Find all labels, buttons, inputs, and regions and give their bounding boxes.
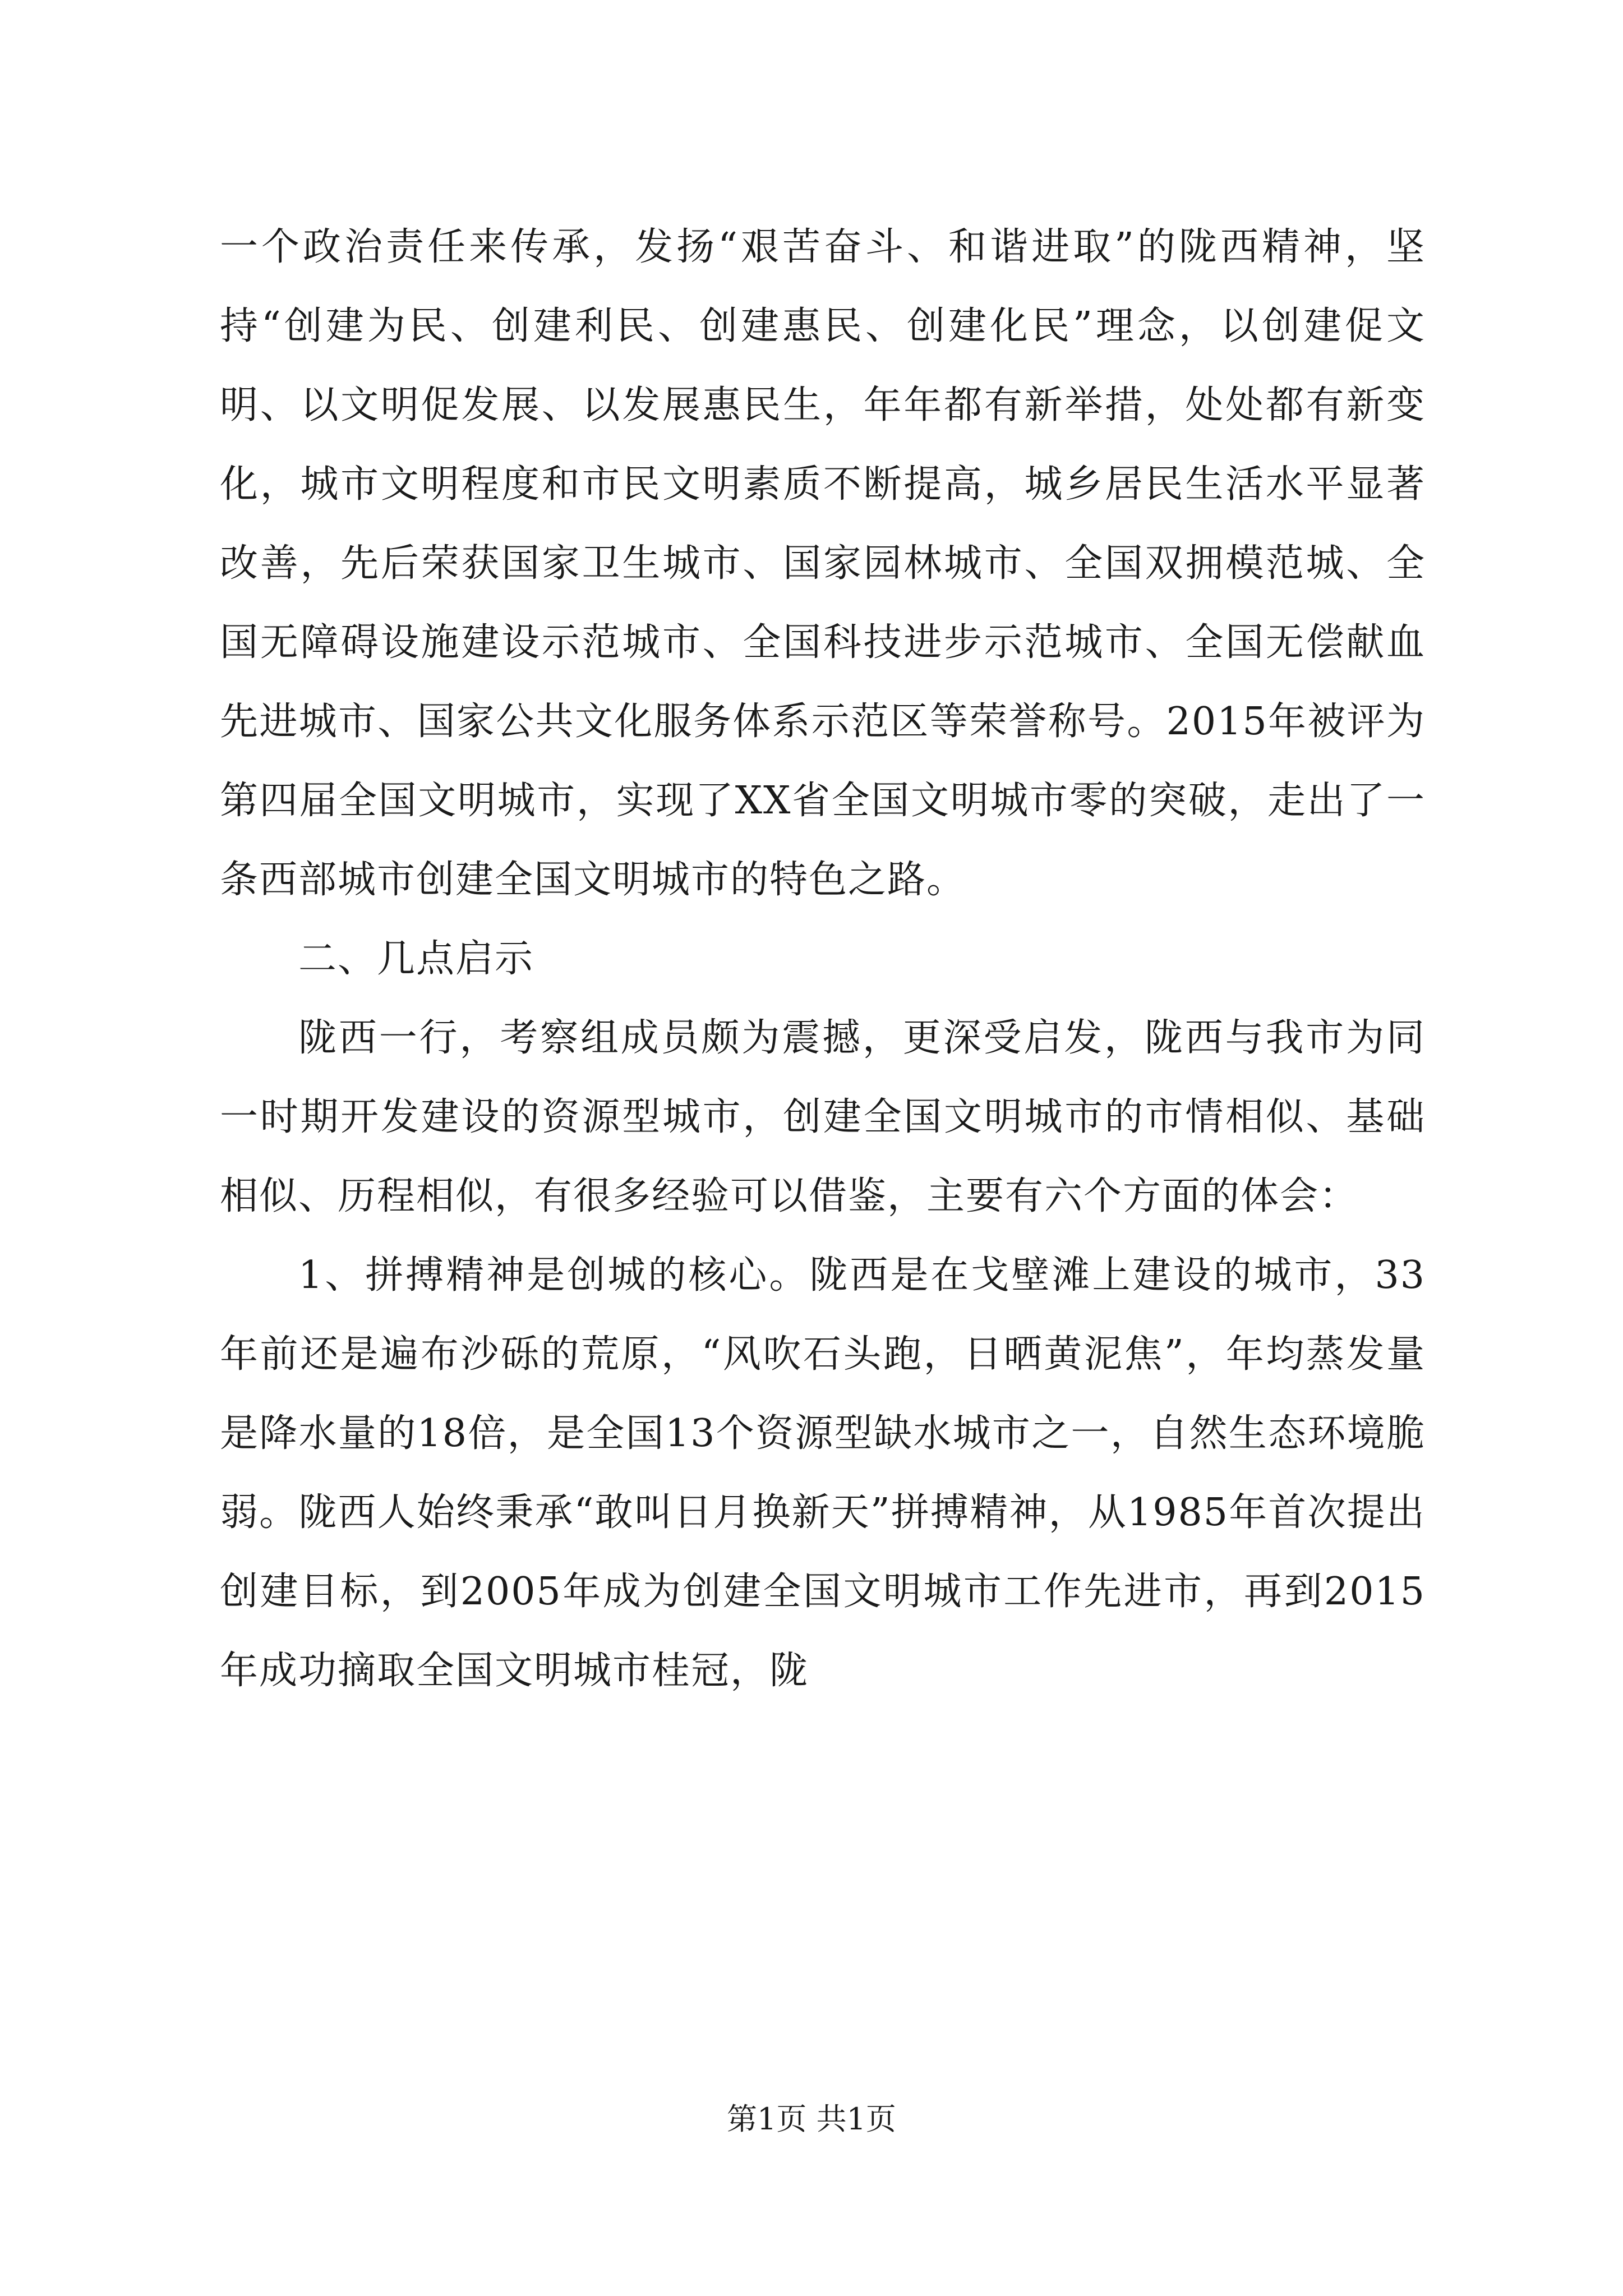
document-body (220, 208, 1426, 1710)
paragraph-3: 陇西一行，考察组成员颇为震撼，更深受启发，陇西与我市为同一时期开发建设的资源型城市，创建全国文明城市的市情相似、基础相似、历程相似，有很多经验可以借鉴，主要有六个方面的体会： (220, 1016, 1426, 1218)
paragraph-4: 1、拼搏精神是创城的核心。陇西是在戈壁滩上建设的城市，33年前还是遍布沙砾的荒原，“风吹石头跑，日晒黄泥焦”，年均蒸发量是降水量的18倍，是全国13个资源型缺水城市之一，自然生态环境脆弱。陇西人始终秉承“敢叫日月换新天”拼搏精神，从1985年首次提出创建目标，到2005年成为创建全国文明城市工作先进市，再到2015年成功摘取全国文明城市桂冠，陇 (220, 1253, 1426, 1693)
paragraph-1: 一个政治责任来传承，发扬“艰苦奋斗、和谐进取”的陇西精神，坚持“创建为民、创建利民、创建惠民、创建化民”理念，以创建促文明、以文明促发展、以发展惠民生，年年都有新举措，处处都有新变化，城市文明程度和市民文明素质不断提高，城乡居民生活水平显著改善，先后荣获国家卫生城市、国家园林城市、全国双拥模范城、全国无障碍设施建设示范城市、全国科技进步示范城市、全国无偿献血先进城市、国家公共文化服务体系示范区等荣誉称号。2015年被评为第四届全国文明城市，实现了XX省全国文明城市零的突破，走出了一条西部城市创建全国文明城市的特色之路。 (220, 225, 1426, 902)
page-footer: 第1页 共1页 (727, 2101, 896, 2137)
section-heading: 二、几点启示 (298, 937, 534, 981)
